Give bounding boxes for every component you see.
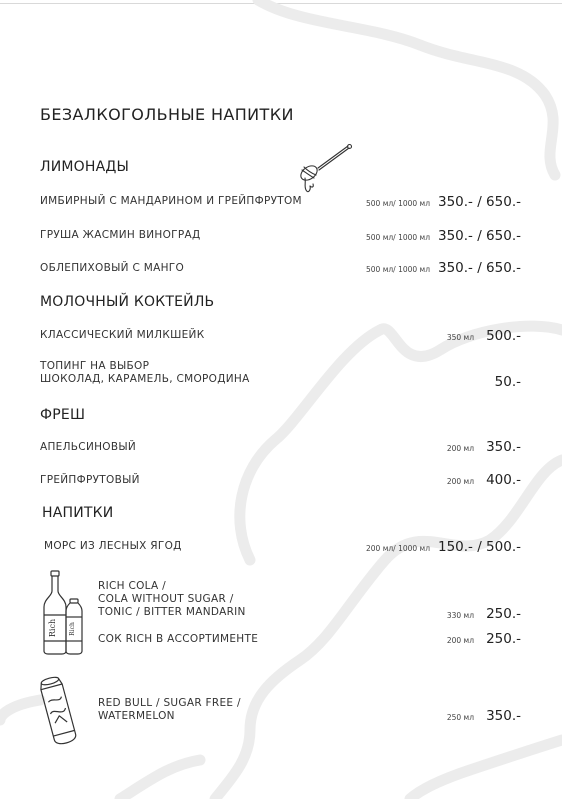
menu-item-price: 350.- / 650.- <box>438 260 521 276</box>
menu-item-price: 50.- <box>494 374 521 390</box>
bottle-label-text: Rich <box>69 622 76 636</box>
menu-item-name: RICH COLA / COLA WITHOUT SUGAR / TONIC / BITTER MANDARIN <box>98 580 246 618</box>
menu-item-price: 350.- <box>486 708 521 724</box>
bottle-label-text: Rich <box>48 618 57 638</box>
menu-item-name: КЛАССИЧЕСКИЙ МИЛКШЕЙК <box>40 329 205 341</box>
page-title: БЕЗАЛКОГОЛЬНЫЕ НАПИТКИ <box>40 105 294 124</box>
menu-item-volume: 330 мл <box>446 611 474 620</box>
menu-item-price: 350.- / 650.- <box>438 228 521 244</box>
menu-item-price: 400.- <box>486 472 521 488</box>
section-title-lemonades: ЛИМОНАДЫ <box>40 159 130 175</box>
energy-can-icon <box>32 672 84 750</box>
menu-item-name: МОРС ИЗ ЛЕСНЫХ ЯГОД <box>44 540 182 552</box>
menu-item-name: ОБЛЕПИХОВЫЙ С МАНГО <box>40 262 185 274</box>
menu-item-price: 250.- <box>486 606 521 622</box>
menu-item-volume: 200 мл <box>446 444 474 453</box>
menu-item-name: ИМБИРНЫЙ С МАНДАРИНОМ И ГРЕЙПФРУТОМ <box>40 195 302 207</box>
section-title-milkshake: МОЛОЧНЫЙ КОКТЕЙЛЬ <box>40 294 215 310</box>
menu-item-price: 350.- / 650.- <box>438 194 521 210</box>
menu-item-name: RED BULL / SUGAR FREE / WATERMELON <box>98 697 241 722</box>
honey-dipper-icon <box>296 140 356 196</box>
menu-item-volume: 200 мл <box>446 636 474 645</box>
menu-item-name: АПЕЛЬСИНОВЫЙ <box>40 441 137 453</box>
menu-item-volume: 500 мл/ 1000 мл <box>366 233 430 242</box>
menu-item-price: 250.- <box>486 631 521 647</box>
menu-item-volume: 500 мл/ 1000 мл <box>366 265 430 274</box>
menu-item-name: ТОПИНГ НА ВЫБОР ШОКОЛАД, КАРАМЕЛЬ, СМОРОДИНА <box>40 360 250 385</box>
menu-item-volume: 200 мл/ 1000 мл <box>366 544 430 553</box>
section-title-drinks: НАПИТКИ <box>42 505 114 521</box>
menu-item-volume: 350 мл <box>446 333 474 342</box>
menu-item-volume: 500 мл/ 1000 мл <box>366 199 430 208</box>
menu-item-name: ГРУША ЖАСМИН ВИНОГРАД <box>40 229 201 241</box>
menu-item-price: 500.- <box>486 328 521 344</box>
menu-item-volume: 250 мл <box>446 713 474 722</box>
menu-item-volume: 200 мл <box>446 477 474 486</box>
menu-item-price: 350.- <box>486 439 521 455</box>
menu-item-name: ГРЕЙПФРУТОВЫЙ <box>40 474 140 486</box>
menu-item-price: 150.- / 500.- <box>438 539 521 555</box>
section-title-fresh: ФРЕШ <box>40 407 86 423</box>
menu-item-name: СОК RICH В АССОРТИМЕНТЕ <box>98 633 259 645</box>
rich-bottles-icon <box>36 569 86 655</box>
